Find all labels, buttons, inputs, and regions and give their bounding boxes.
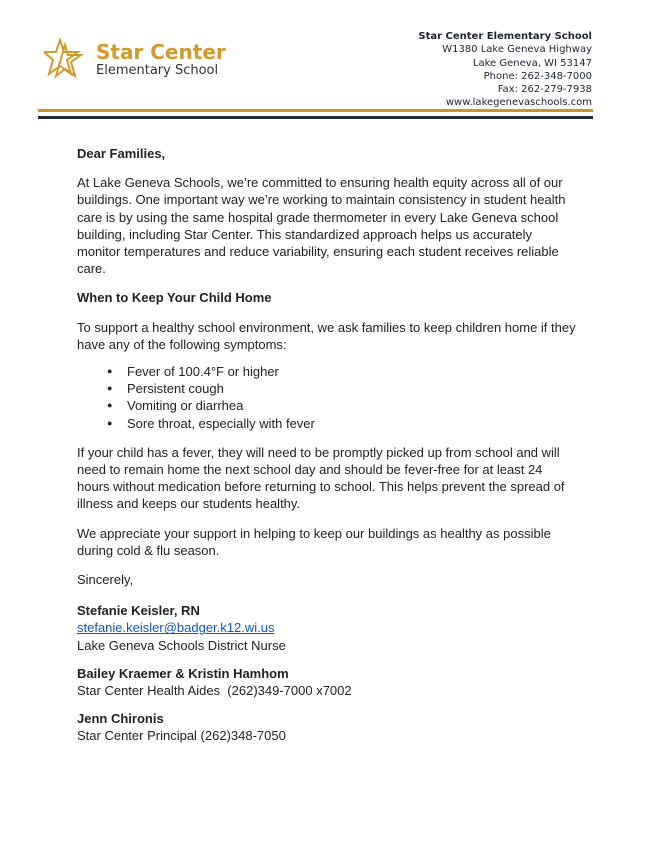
email-link[interactable]: stefanie.keisler@badger.k12.wi.us [77,620,275,636]
intro-paragraph: At Lake Geneva Schools, we’re committed to ensuring health equity across all of our buildings. One important way we’re working to maintain consistency in student health care is by using the same hospital grade thermometer in every Lake Geneva school building, including Star Center. This standardized approach helps us accurately monitor temperatures and reduce variability, ensuring each student receives reliable care. [77,175,566,277]
signatory-name: Stefanie Keisler, RN [77,603,200,619]
signatory [77,665,577,699]
letter-body [77,145,577,756]
section-heading: When to Keep Your Child Home [77,290,272,306]
contact-fax: Fax: 262-279-7938 [497,84,592,96]
contact-school: Star Center Elementary School [418,31,592,42]
appreciation: We appreciate your support in helping to keep our buildings as healthy as possible during cold & flu season. [77,525,551,558]
signatory-title: Lake Geneva Schools District Nurse [77,637,286,653]
divider-dark [38,116,593,119]
divider-gold [38,109,593,112]
logo-name: Star Center [96,39,226,64]
closing: Sincerely, [77,572,134,588]
list-item: ● Vomiting or diarrhea [127,397,577,414]
contact-address1: W1380 Lake Geneva Highway [442,44,592,56]
signatory [77,710,577,744]
list-item: ● Persistent cough [127,380,577,397]
signatory-name: Jenn Chironis [77,711,164,727]
signatory-title: Star Center Health Aides (262)349-7000 x7002 [77,683,352,699]
fever-policy: If your child has a fever, they will need to be promptly picked up from school and will need to remain home the next school day and should be fever-free for at least 24 hours without medication before returning to school. This helps prevent the spread of illness and keeps our students healthy. [77,444,565,512]
section-intro: To support a healthy school environment, we ask families to keep children home if they have any of the following symptoms: [77,319,576,352]
signatory-title: Star Center Principal (262)348-7050 [77,728,286,744]
symptom-list [77,363,577,432]
contact-address2: Lake Geneva, WI 53147 [472,57,592,69]
signatory [77,602,577,654]
greeting: Dear Families, [77,146,166,161]
list-item: ● Sore throat, especially with fever [127,415,577,432]
contact-phone: Phone: 262-348-7000 [483,70,592,82]
list-item: ● Fever of 100.4°F or higher [127,363,577,380]
school-logo [44,38,226,80]
contact-website: www.lakegenevaschools.com [445,97,592,109]
contact-block [418,30,592,110]
signatory-name: Bailey Kraemer & Kristin Hamhom [77,665,289,681]
logo-subtitle: Elementary School [96,62,219,78]
star-icon [44,38,84,80]
